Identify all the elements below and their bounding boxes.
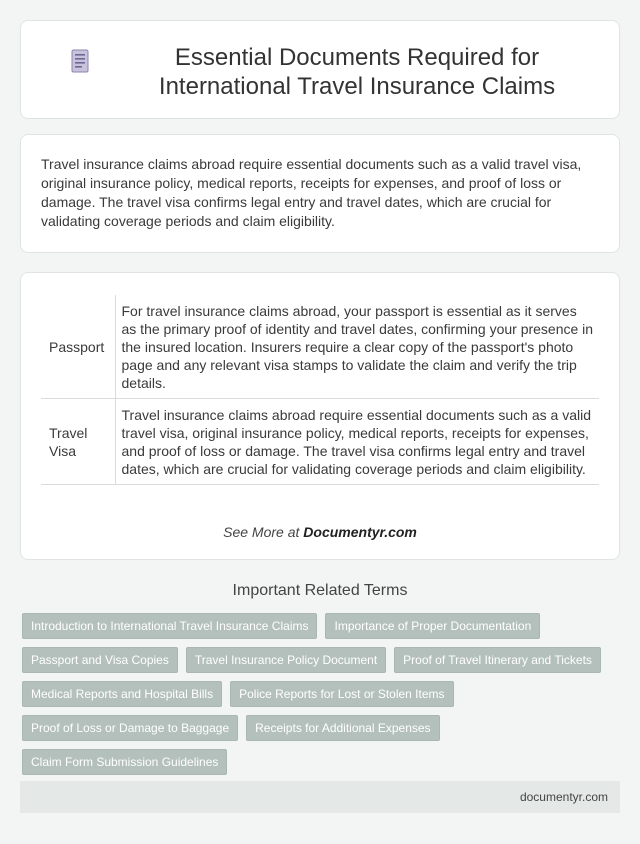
see-more-site[interactable]: Documentyr.com (303, 524, 417, 540)
related-term-tag[interactable]: Proof of Travel Itinerary and Tickets (394, 647, 601, 673)
see-more-link[interactable] (21, 524, 619, 540)
related-terms-heading: Important Related Terms (232, 582, 408, 599)
table-row (41, 399, 599, 485)
related-terms-list (22, 613, 622, 783)
related-term-tag[interactable]: Introduction to International Travel Insurance Claims (22, 613, 317, 639)
see-more-prefix: See More at (223, 524, 304, 540)
table-term-cell: Passport (41, 295, 115, 399)
table-description-cell: For travel insurance claims abroad, your passport is essential as it serves as the primary proof of identity and travel dates, confirming your presence in the insured location. Insurers require a clear copy of the passport's photo page and any relevant visa stamps to validate the claim and verify the trip details. (115, 295, 599, 399)
documents-table (41, 295, 599, 485)
title-card (20, 20, 620, 119)
documents-table-card (20, 272, 620, 560)
intro-paragraph: Travel insurance claims abroad require essential documents such as a valid travel visa, original insurance policy, medical reports, receipts for expenses, and proof of loss or damage. The travel visa confirms legal entry and travel dates, which are crucial for validating coverage periods and claim eligibility. (41, 156, 582, 229)
intro-card (20, 134, 620, 253)
table-description-cell: Travel insurance claims abroad require essential documents such as a valid travel visa, original insurance policy, medical reports, receipts for expenses, and proof of loss or damage. The travel visa confirms legal entry and travel dates, which are crucial for validating coverage periods and claim eligibility. (115, 399, 599, 485)
table-term-cell: Travel Visa (41, 399, 115, 485)
related-term-tag[interactable]: Importance of Proper Documentation (325, 613, 540, 639)
related-term-tag[interactable]: Claim Form Submission Guidelines (22, 749, 227, 775)
document-icon (69, 48, 91, 74)
related-term-tag[interactable]: Travel Insurance Policy Document (186, 647, 386, 673)
page-title: Essential Documents Required for International Travel Insurance Claims (158, 44, 556, 100)
related-term-tag[interactable]: Proof of Loss or Damage to Baggage (22, 715, 238, 741)
related-term-tag[interactable]: Police Reports for Lost or Stolen Items (230, 681, 453, 707)
footer (20, 781, 620, 813)
related-term-tag[interactable]: Passport and Visa Copies (22, 647, 178, 673)
related-term-tag[interactable]: Receipts for Additional Expenses (246, 715, 439, 741)
table-row (41, 295, 599, 399)
related-term-tag[interactable]: Medical Reports and Hospital Bills (22, 681, 222, 707)
footer-site-link[interactable]: documentyr.com (519, 790, 608, 804)
